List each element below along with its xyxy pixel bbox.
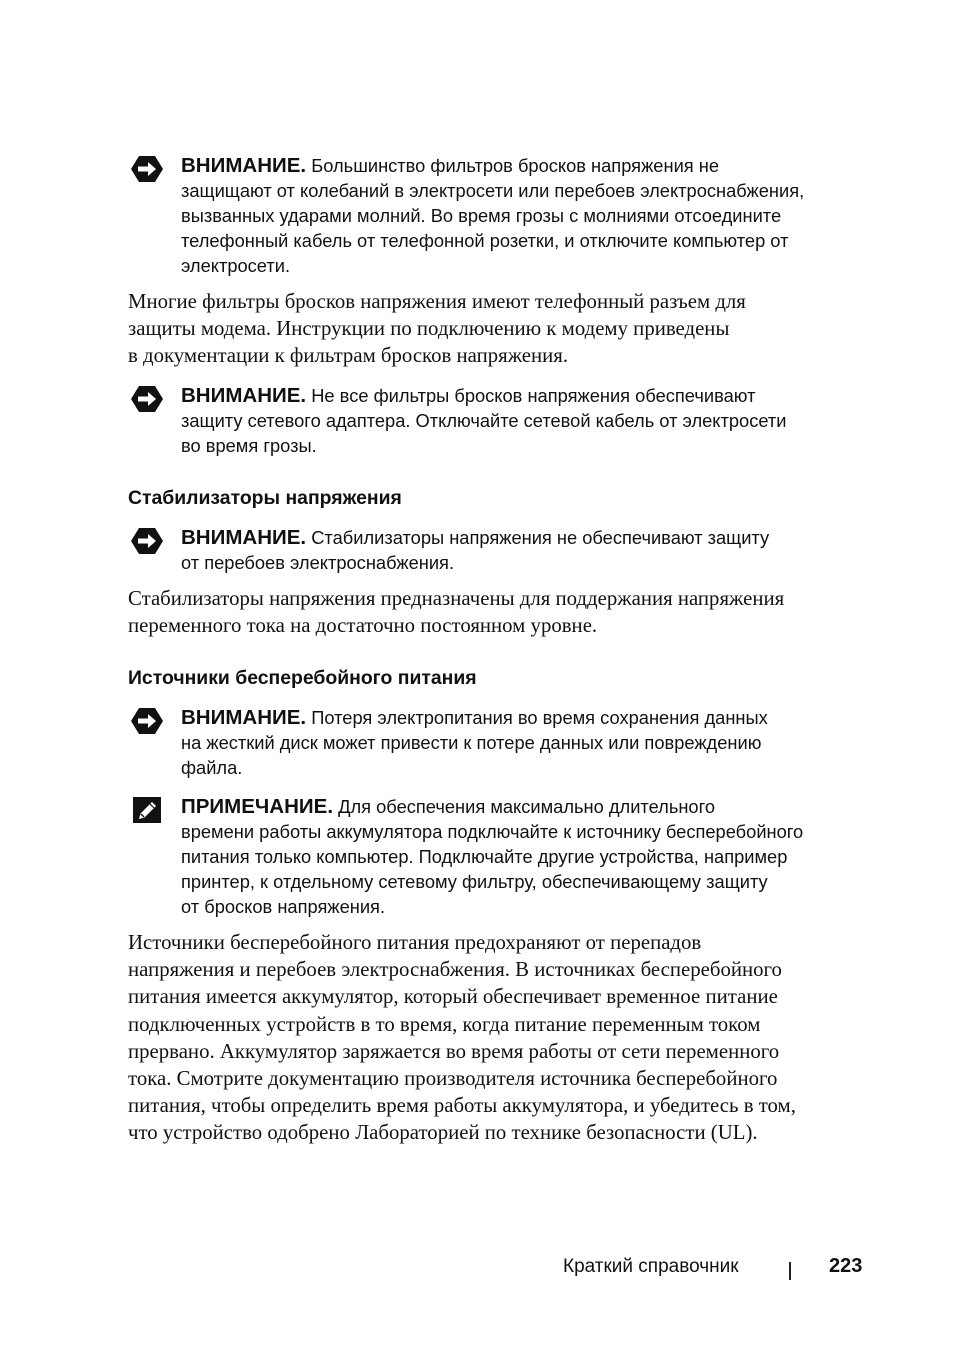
notice-line: Для обеспечения максимально длительного: [338, 796, 716, 817]
notice-line: на жесткий диск может привести к потере данных или повреждению: [181, 732, 762, 753]
page-number: 223: [829, 1255, 863, 1277]
notice-line: времени работы аккумулятора подключайте к источнику бесперебойного: [181, 821, 804, 842]
notice-label: ВНИМАНИЕ.: [181, 154, 307, 177]
notice-text: [181, 525, 860, 575]
notice-line: Стабилизаторы напряжения не обеспечивают защиту: [311, 527, 770, 548]
notice-line: от перебоев электроснабжения.: [181, 552, 455, 573]
notice-text: [181, 383, 860, 458]
paragraph-line: Многие фильтры бросков напряжения имеют телефонный разъем для: [128, 290, 746, 313]
notice-line: во время грозы.: [181, 435, 317, 456]
paragraph-line: подключенных устройств в то время, когда питание переменным током: [128, 1012, 761, 1036]
notice-line: телефонный кабель от телефонной розетки, и отключите компьютер от: [181, 230, 789, 251]
caution-icon: [130, 155, 164, 183]
paragraph-line: в документации к фильтрам бросков напряжения.: [128, 344, 569, 368]
notice-line: электросети.: [181, 255, 291, 276]
notice-caution-1: [130, 153, 860, 278]
notice-label: ВНИМАНИЕ.: [181, 526, 307, 549]
paragraph-line: Источники бесперебойного питания предохраняют от перепадов: [128, 931, 702, 954]
notice-line: Не все фильтры бросков напряжения обеспечивают: [311, 385, 756, 406]
paragraph-line: Стабилизаторы напряжения предназначены для поддержания напряжения: [128, 587, 785, 610]
paragraph-line: напряжения и перебоев электроснабжения. В источниках бесперебойного: [128, 958, 782, 982]
paragraph-line: что устройство одобрено Лабораторией по технике безопасности (UL).: [128, 1121, 758, 1145]
notice-text: [181, 705, 860, 780]
caution-icon: [130, 527, 164, 555]
notice-label: ВНИМАНИЕ.: [181, 384, 307, 407]
paragraph-line: тока. Смотрите документацию производителя источника бесперебойного: [128, 1067, 778, 1091]
footer-separator: [789, 1262, 791, 1280]
notice-caution-4: [130, 705, 860, 780]
paragraph-line: защиты модема. Инструкции по подключению к модему приведены: [128, 317, 730, 341]
notice-line: Большинство фильтров бросков напряжения не: [311, 155, 720, 176]
paragraph-line: питания имеется аккумулятор, который обеспечивает временное питание: [128, 985, 778, 1009]
section-heading-ups: Источники бесперебойного питания: [128, 667, 477, 689]
notice-text: [181, 794, 860, 919]
notice-line: Потеря электропитания во время сохранения данных: [311, 707, 768, 728]
notice-caution-3: [130, 525, 860, 575]
notice-label: ПРИМЕЧАНИЕ.: [181, 795, 334, 818]
section-heading-voltage-stabilizers: Стабилизаторы напряжения: [128, 487, 402, 509]
notice-caution-2: [130, 383, 860, 458]
notice-text: [181, 153, 860, 278]
body-paragraph-2: [128, 585, 858, 639]
body-paragraph-1: [128, 288, 858, 370]
caution-icon: [130, 707, 164, 735]
notice-line: защищают от колебаний в электросети или перебоев электроснабжения,: [181, 180, 805, 201]
notice-line: защиту сетевого адаптера. Отключайте сетевой кабель от электросети: [181, 410, 787, 431]
notice-line: питания только компьютер. Подключайте другие устройства, например: [181, 846, 788, 867]
body-paragraph-3: [128, 929, 858, 1147]
footer-section-title: Краткий справочник: [563, 1256, 739, 1277]
notice-label: ВНИМАНИЕ.: [181, 706, 307, 729]
note-pencil-icon: [130, 796, 164, 824]
notice-note: [130, 794, 860, 919]
notice-line: принтер, к отдельному сетевому фильтру, обеспечивающему защиту: [181, 871, 768, 892]
notice-line: от бросков напряжения.: [181, 896, 386, 917]
paragraph-line: прервано. Аккумулятор заряжается во время работы от сети переменного: [128, 1039, 780, 1063]
notice-line: файла.: [181, 757, 243, 778]
paragraph-line: переменного тока на достаточно постоянном уровне.: [128, 614, 598, 638]
paragraph-line: питания, чтобы определить время работы аккумулятора, и убедитесь в том,: [128, 1094, 796, 1118]
caution-icon: [130, 385, 164, 413]
notice-line: вызванных ударами молний. Во время грозы с молниями отсоедините: [181, 205, 782, 226]
